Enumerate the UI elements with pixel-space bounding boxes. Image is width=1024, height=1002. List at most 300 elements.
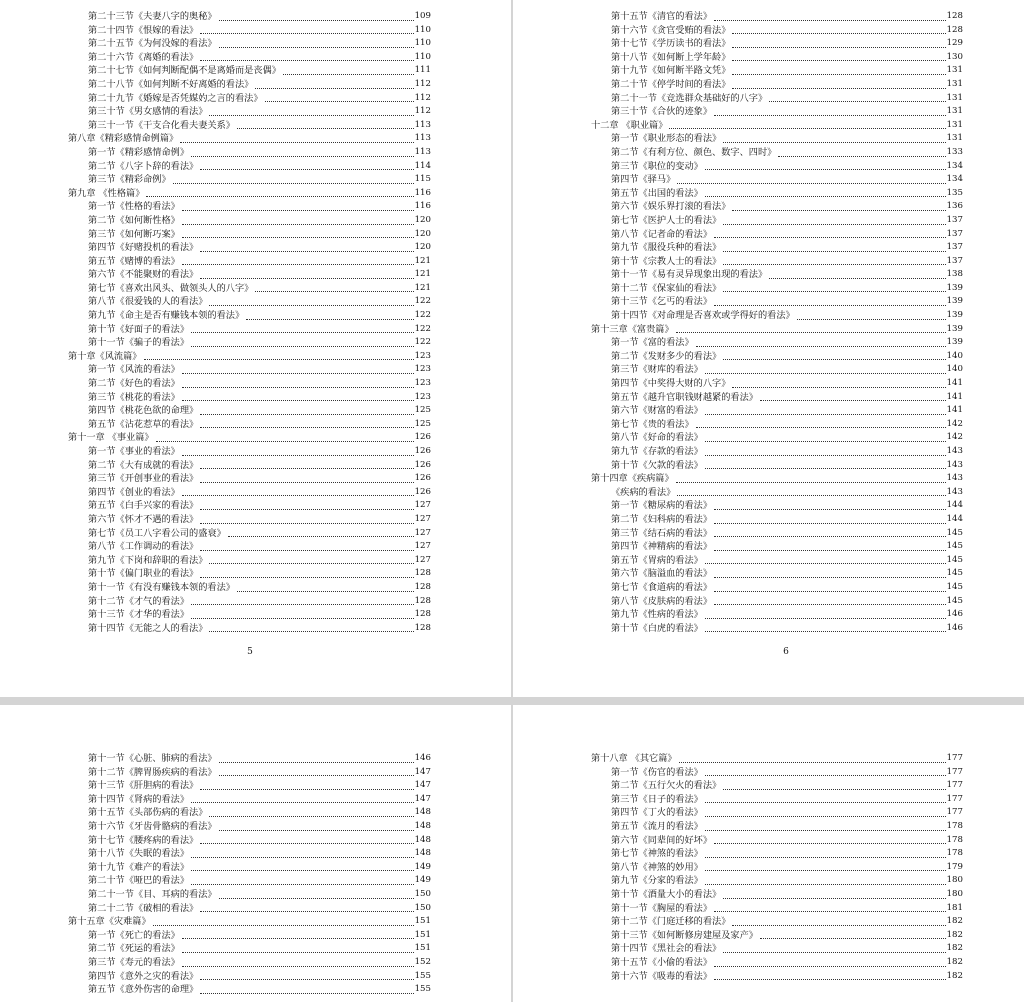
toc-section-entry[interactable] [591,214,963,228]
toc-entry-title: 第六节《怀才不遇的看法》 [88,513,199,525]
toc-entry-title: 第五节《沾花惹草的看法》 [88,418,199,430]
toc-entry-title: 第一节《死亡的看法》 [88,929,180,941]
toc-entry-page: 126 [414,459,431,470]
dot-leader [237,591,414,592]
toc-section-entry[interactable] [591,37,963,51]
toc-section-entry[interactable] [591,956,963,970]
toc-entry-page: 146 [946,622,963,633]
dot-leader [769,101,945,102]
toc-section-entry[interactable] [68,228,431,242]
dot-leader [732,88,945,89]
toc-entry-title: 第十六节《吸毒的看法》 [611,970,713,982]
toc-section-entry[interactable] [68,459,431,473]
dot-leader [200,993,413,994]
toc-entry-title: 第五节《越升官职钱财越紧的看法》 [611,391,758,403]
toc-section-entry[interactable] [591,820,963,834]
toc-entry-page: 128 [414,609,431,620]
toc-entry-title: 第一节《富的看法》 [611,337,694,349]
toc-entry-title: 第七节《喜欢出风头、做领头人的八字》 [88,282,254,294]
toc-section-entry[interactable] [68,391,431,405]
toc-entry-title: 第十四节《黑社会的看法》 [611,943,722,955]
toc-entry-title: 第二十四节《恨嫁的看法》 [88,24,199,36]
toc-entry-title: 第三节《职位的变动》 [611,160,703,172]
dot-leader [714,115,946,116]
toc-entry-title: 第二节《好色的看法》 [88,378,180,390]
toc-entry-page: 145 [946,541,963,552]
toc-section-entry[interactable] [68,861,431,875]
toc-section-entry[interactable] [68,10,431,24]
toc-section-entry[interactable] [591,132,963,146]
toc-entry-page: 182 [946,970,963,981]
toc-section-entry[interactable] [591,295,963,309]
dot-leader [714,604,946,605]
toc-entry-title: 第三节《寿元的看法》 [88,956,180,968]
toc-entry-title: 第一节《精彩感情命例》 [88,146,190,158]
toc-section-entry[interactable] [68,404,431,418]
dot-leader [705,870,946,871]
toc-section-entry[interactable] [591,282,963,296]
dot-leader [191,802,414,803]
toc-entry-title: 第七节《医护人士的看法》 [611,214,722,226]
toc-entry-title: 第五节《出国的看法》 [611,187,703,199]
toc-entry-page: 151 [414,943,431,954]
dot-leader [723,898,945,899]
toc-section-entry[interactable] [68,806,431,820]
dot-leader [732,47,945,48]
toc-entry-page: 148 [414,820,431,831]
toc-entry-title: 第二十二节《破相的看法》 [88,902,199,914]
toc-entry-title: 第十章《风流篇》 [68,350,142,362]
toc-section-entry[interactable] [591,336,963,350]
toc-section-entry[interactable] [68,418,431,432]
toc-section-entry[interactable] [591,445,963,459]
toc-section-entry[interactable] [591,377,963,391]
toc-entry-page: 178 [946,848,963,859]
toc-section-entry[interactable] [591,146,963,160]
toc-entry-page: 121 [414,255,431,266]
toc-entry-title: 第七节《员工八字看公司的盛衰》 [88,527,226,539]
toc-section-entry[interactable] [68,888,431,902]
toc-section-entry[interactable] [591,970,963,984]
toc-section-entry[interactable] [68,834,431,848]
toc-entry-title: 第十九节《难产的看法》 [88,861,190,873]
dot-leader [200,33,413,34]
toc-section-entry[interactable] [591,173,963,187]
toc-section-entry[interactable] [68,323,431,337]
toc-section-entry[interactable] [68,902,431,916]
dot-leader [714,979,946,980]
dot-leader [200,911,413,912]
dot-leader [182,210,414,211]
toc-section-entry[interactable] [68,92,431,106]
toc-section-entry[interactable] [591,255,963,269]
toc-section-entry[interactable] [68,295,431,309]
toc-entry-title: 第十二节《才气的看法》 [88,595,190,607]
toc-chapter-entry[interactable] [68,431,431,445]
toc-entry-title: 第九节《性病的看法》 [611,609,703,621]
toc-section-entry[interactable] [68,779,431,793]
toc-section-entry[interactable] [591,847,963,861]
toc-entry-page: 137 [946,228,963,239]
toc-section-entry[interactable] [68,64,431,78]
toc-entry-title: 第八节《神煞的妙用》 [611,861,703,873]
toc-entry-title: 第二十九节《婚嫁是否凭媒妁之言的看法》 [88,92,263,104]
toc-section-entry[interactable] [68,241,431,255]
toc-section-entry[interactable] [591,942,963,956]
toc-section-entry[interactable] [591,874,963,888]
toc-section-entry[interactable] [68,51,431,65]
toc-section-entry[interactable] [68,595,431,609]
toc-section-entry[interactable] [68,472,431,486]
toc-chapter-entry[interactable] [591,323,963,337]
toc-entry-page: 131 [946,65,963,76]
toc-section-entry[interactable] [591,861,963,875]
dot-leader [769,278,945,279]
toc-section-entry[interactable] [591,24,963,38]
page-number: 6 [783,647,789,657]
toc-section-entry[interactable] [68,513,431,527]
dot-leader [182,264,414,265]
toc-section-entry[interactable] [591,527,963,541]
toc-page-6 [513,0,1024,697]
toc-entry-page: 145 [946,595,963,606]
toc-section-entry[interactable] [591,187,963,201]
toc-entry-title: 第二十六节《离婚的看法》 [88,51,199,63]
dot-leader [714,591,946,592]
toc-entry-page: 128 [414,622,431,633]
toc-entry-title: 第十三节《如何断修房建屋及家产》 [611,929,758,941]
toc-section-entry[interactable] [591,806,963,820]
toc-section-entry[interactable] [68,105,431,119]
toc-section-entry[interactable] [68,486,431,500]
toc-section-entry[interactable] [591,499,963,513]
toc-entry-page: 144 [946,500,963,511]
dot-leader [760,938,946,939]
toc-entry-title: 第九节《命主是否有赚钱本领的看法》 [88,310,245,322]
toc-entry-title: 第十四节《对命理是否喜欢或学得好的看法》 [611,310,795,322]
toc-section-entry[interactable] [591,200,963,214]
toc-section-entry[interactable] [68,119,431,133]
toc-section-entry[interactable] [591,929,963,943]
toc-section-entry[interactable] [68,956,431,970]
toc-chapter-entry[interactable] [591,472,963,486]
toc-entry-page: 137 [946,214,963,225]
dot-leader [180,142,413,143]
dot-leader [705,455,946,456]
toc-entry-page: 127 [414,527,431,538]
toc-section-entry[interactable] [68,983,431,997]
toc-section-entry[interactable] [591,228,963,242]
dot-leader [182,387,414,388]
toc-entry-page: 138 [946,269,963,280]
toc-section-entry[interactable] [591,513,963,527]
toc-section-entry[interactable] [68,445,431,459]
toc-section-entry[interactable] [68,527,431,541]
toc-section-entry[interactable] [591,554,963,568]
page-number: 5 [247,647,253,657]
toc-entry-page: 155 [414,984,431,995]
toc-section-entry[interactable] [68,540,431,554]
dot-leader [219,47,414,48]
dot-leader [283,74,414,75]
toc-entry-title: 第十六节《贪官受贿的看法》 [611,24,731,36]
toc-entry-title: 第六节《财富的看法》 [611,405,703,417]
toc-entry-title: 第二十八节《如何判断不好离婚的看法》 [88,78,254,90]
toc-entry-page: 145 [946,554,963,565]
toc-entry-title: 第二节《死运的看法》 [88,943,180,955]
toc-entry-page: 110 [414,51,431,62]
dot-leader [705,618,946,619]
toc-entry-page: 177 [946,753,963,763]
toc-entry-page: 142 [946,432,963,443]
toc-section-entry[interactable] [591,459,963,473]
toc-entry-page: 113 [414,119,431,130]
toc-section-entry[interactable] [591,309,963,323]
toc-section-entry[interactable] [591,486,963,500]
dot-leader [209,305,413,306]
toc-entry-title: 第三十节《男女感情的看法》 [88,106,208,118]
toc-section-entry[interactable] [68,24,431,38]
toc-entry-page: 148 [414,848,431,859]
dot-leader [714,577,946,578]
toc-chapter-entry[interactable] [68,350,431,364]
dot-leader [209,563,413,564]
toc-entry-title: 第二十节《停学时间的看法》 [611,78,731,90]
toc-section-entry[interactable] [68,499,431,513]
toc-entry-page: 147 [414,793,431,804]
toc-section-entry[interactable] [68,793,431,807]
toc-page-8 [513,705,1024,1002]
toc-section-entry[interactable] [68,874,431,888]
dot-leader [200,509,413,510]
toc-section-entry[interactable] [591,902,963,916]
toc-entry-title: 第二节《有利方位、颜色、数字、四时》 [611,146,777,158]
dot-leader [265,101,414,102]
toc-entry-title: 第二十七节《如何判断配偶不是离婚而是丧偶》 [88,65,281,77]
toc-section-entry[interactable] [591,241,963,255]
toc-section-entry[interactable] [591,418,963,432]
toc-section-entry[interactable] [591,888,963,902]
toc-section-entry[interactable] [68,336,431,350]
dot-leader [669,128,945,129]
toc-entry-title: 第三节《精彩命例》 [88,174,171,186]
toc-entry-title: 《疾病的看法》 [611,486,676,498]
toc-entry-title: 第十二节《保家仙的看法》 [611,282,722,294]
toc-entry-page: 123 [414,364,431,375]
toc-section-entry[interactable] [591,404,963,418]
toc-section-entry[interactable] [68,554,431,568]
toc-section-entry[interactable] [68,608,431,622]
dot-leader [677,495,945,496]
toc-section-entry[interactable] [591,581,963,595]
dot-leader [209,115,413,116]
toc-entry-page: 147 [414,766,431,777]
toc-section-entry[interactable] [68,268,431,282]
toc-entry-page: 113 [414,146,431,157]
toc-section-entry[interactable] [591,793,963,807]
toc-section-entry[interactable] [68,929,431,943]
dot-leader [705,631,946,632]
toc-entry-page: 143 [946,459,963,470]
toc-entry-page: 126 [414,473,431,484]
toc-page-7 [0,705,511,1002]
toc-entry-page: 122 [414,323,431,334]
toc-entry-page: 123 [414,378,431,389]
toc-section-entry[interactable] [591,268,963,282]
toc-entry-page: 140 [946,350,963,361]
toc-entry-title: 第十二节《门庭迁移的看法》 [611,916,731,928]
toc-entry-page: 135 [946,187,963,198]
toc-entry-page: 145 [946,527,963,538]
toc-chapter-entry[interactable] [68,187,431,201]
toc-entry-page: 139 [946,310,963,321]
dot-leader [182,400,414,401]
toc-section-entry[interactable] [591,779,963,793]
toc-section-entry[interactable] [68,581,431,595]
toc-entry-page: 151 [414,929,431,940]
toc-section-entry[interactable] [68,567,431,581]
toc-section-entry[interactable] [591,350,963,364]
toc-entry-title: 第十五章《灾难篇》 [68,916,151,928]
toc-chapter-entry[interactable] [68,915,431,929]
dot-leader [182,952,414,953]
toc-section-entry[interactable] [68,752,431,766]
toc-entry-page: 120 [414,214,431,225]
toc-section-entry[interactable] [591,622,963,636]
toc-entry-page: 128 [414,568,431,579]
toc-entry-page: 110 [414,38,431,49]
toc-chapter-entry[interactable] [591,752,963,766]
toc-entry-title: 第二节《如何断性格》 [88,214,180,226]
toc-section-entry[interactable] [591,567,963,581]
toc-entry-page: 129 [946,38,963,49]
toc-entry-title: 第二十一节《竞选群众基础好的八字》 [611,92,768,104]
toc-section-entry[interactable] [591,540,963,554]
toc-section-entry[interactable] [68,377,431,391]
toc-entry-page: 127 [414,541,431,552]
toc-entry-page: 145 [946,568,963,579]
toc-section-entry[interactable] [68,970,431,984]
toc-section-entry[interactable] [68,942,431,956]
toc-entry-title: 第六节《脑溢血的看法》 [611,568,713,580]
toc-section-entry[interactable] [68,214,431,228]
toc-chapter-entry[interactable] [68,132,431,146]
toc-entry-title: 第一节《事业的看法》 [88,446,180,457]
dot-leader [705,169,946,170]
dot-leader [705,884,946,885]
dot-leader [705,775,946,776]
toc-section-entry[interactable] [68,37,431,51]
toc-entry-title: 第五节《胃病的看法》 [611,554,703,566]
dot-leader [714,509,946,510]
toc-entry-page: 141 [946,405,963,416]
toc-entry-page: 128 [414,595,431,606]
toc-entry-page: 137 [946,242,963,253]
toc-section-entry[interactable] [68,766,431,780]
toc-entry-page: 128 [946,24,963,35]
toc-section-entry[interactable] [591,595,963,609]
dot-leader [732,387,945,388]
toc-entry-title: 第九节《分家的看法》 [611,875,703,887]
toc-section-entry[interactable] [591,391,963,405]
dot-leader [209,631,413,632]
toc-entry-title: 第四节《意外之灾的看法》 [88,970,199,982]
toc-section-entry[interactable] [591,92,963,106]
toc-page-5 [0,0,511,697]
toc-section-entry[interactable] [68,282,431,296]
toc-entry-page: 127 [414,513,431,524]
toc-entry-title: 第三十一节《干支合化看夫妻关系》 [88,119,235,131]
toc-section-entry[interactable] [591,51,963,65]
dot-leader [714,536,946,537]
toc-entry-page: 139 [946,282,963,293]
toc-section-entry[interactable] [68,622,431,636]
toc-section-entry[interactable] [68,78,431,92]
toc-entry-title: 第九节《下岗和辞职的看法》 [88,554,208,566]
toc-section-entry[interactable] [591,78,963,92]
toc-section-entry[interactable] [68,255,431,269]
dot-leader [705,468,946,469]
toc-section-entry[interactable] [591,64,963,78]
toc-entry-page: 177 [946,807,963,818]
toc-section-entry[interactable] [591,160,963,174]
toc-section-entry[interactable] [591,915,963,929]
toc-section-entry[interactable] [591,10,963,24]
toc-section-entry[interactable] [68,146,431,160]
toc-section-entry[interactable] [591,608,963,622]
toc-section-entry[interactable] [68,160,431,174]
toc-entry-title: 第十一节《胸屋的看法》 [611,902,713,914]
toc-section-entry[interactable] [68,200,431,214]
toc-section-entry[interactable] [591,431,963,445]
dot-leader [182,495,414,496]
toc-entry-page: 131 [946,106,963,117]
dot-leader [237,128,414,129]
toc-entry-page: 149 [414,861,431,872]
toc-section-entry[interactable] [68,173,431,187]
dot-leader [760,400,946,401]
toc-section-entry[interactable] [591,105,963,119]
toc-entry-title: 第四节《中奖得大财的八字》 [611,378,731,390]
toc-entry-title: 第三节《财库的看法》 [611,364,703,376]
toc-section-entry[interactable] [591,766,963,780]
toc-entry-title: 第十一节《有没有赚钱本领的看法》 [88,581,235,593]
toc-section-entry[interactable] [68,820,431,834]
dot-leader [723,952,945,953]
toc-entry-page: 182 [946,916,963,927]
dot-leader [144,359,414,360]
toc-entry-title: 第八节《工作调动的看法》 [88,541,199,553]
toc-entry-title: 第六节《同辈间的好坏》 [611,834,713,846]
toc-section-entry[interactable] [68,363,431,377]
toc-section-entry[interactable] [68,847,431,861]
toc-section-entry[interactable] [591,363,963,377]
toc-entry-title: 第一节《糖尿病的看法》 [611,500,713,512]
toc-entry-title: 第九章 《性格篇》 [68,187,145,199]
toc-entry-page: 180 [946,875,963,886]
dot-leader [705,802,946,803]
toc-entry-title: 第一节《性格的看法》 [88,201,180,213]
dot-leader [200,60,413,61]
dot-leader [797,319,946,320]
toc-section-entry[interactable] [591,834,963,848]
toc-entry-title: 第五节《流月的看法》 [611,820,703,832]
toc-section-entry[interactable] [68,309,431,323]
toc-chapter-entry[interactable] [591,119,963,133]
toc-entry-page: 126 [414,432,431,443]
toc-entry-page: 139 [946,337,963,348]
toc-entry-title: 第十四节《无能之人的看法》 [88,622,208,634]
